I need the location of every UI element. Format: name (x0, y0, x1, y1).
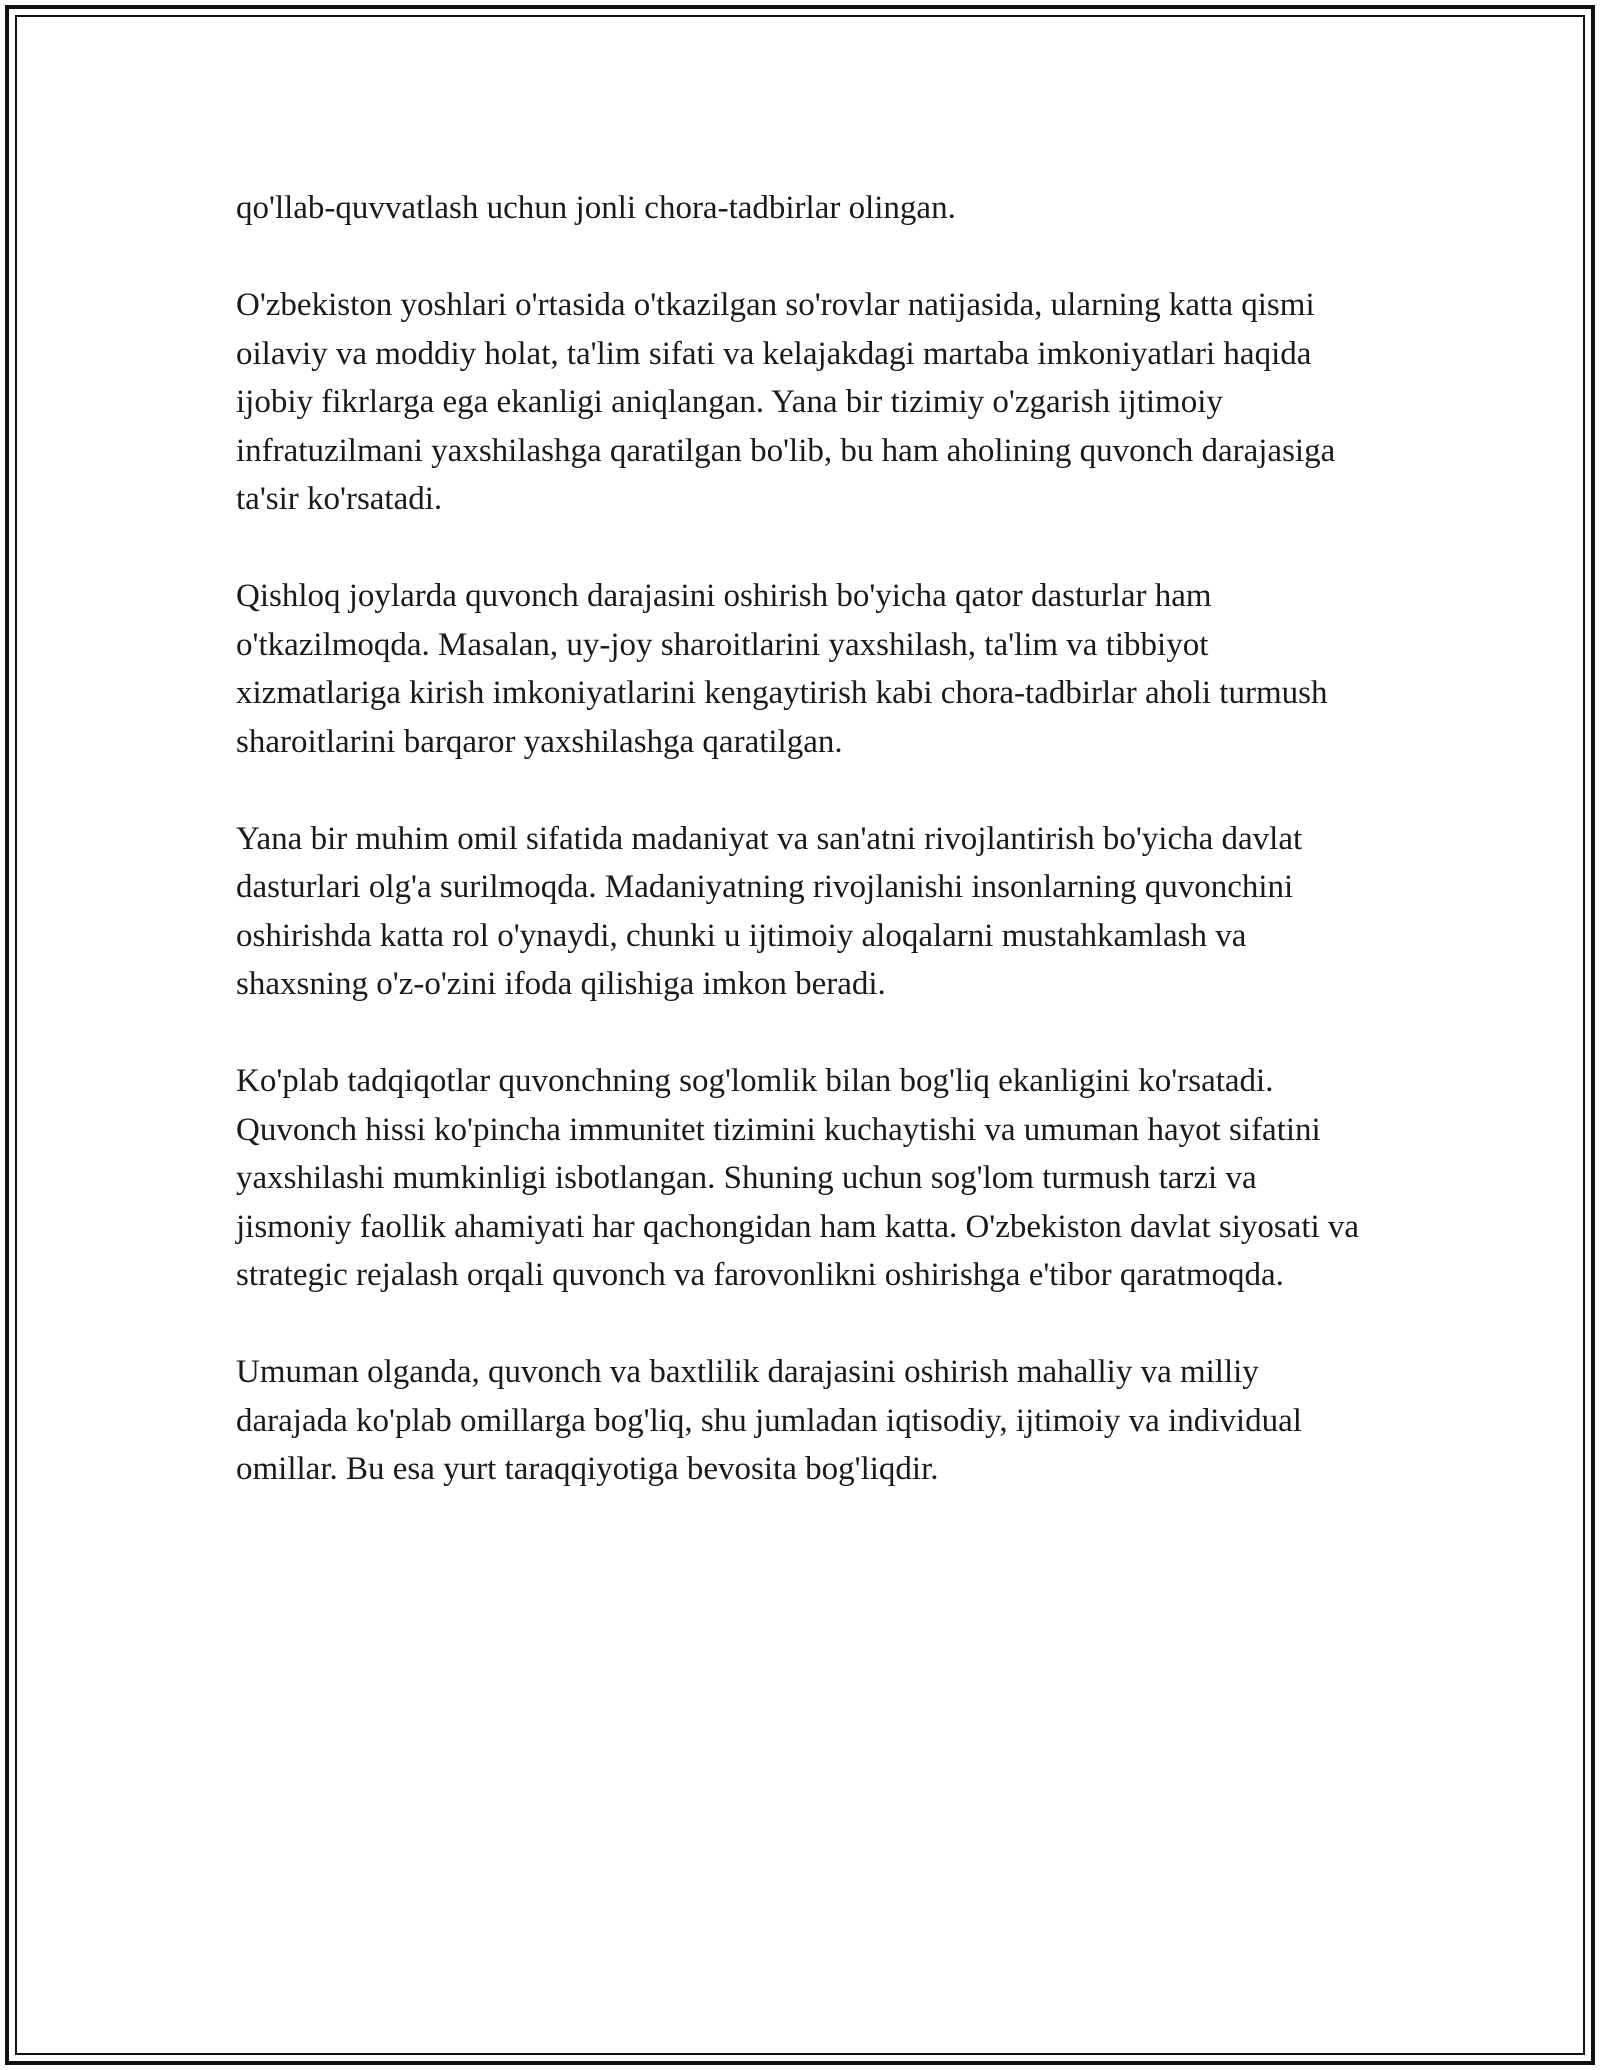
paragraph-2: O'zbekiston yoshlari o'rtasida o'tkazilgan so'rovlar natijasida, ularning katta qismi oilaviy va moddiy holat, ta'lim sifati va kelajakdagi martaba imkoniyatlari haqida ijobiy fikrlarga ega ekanligi aniqlangan. Yana bir tizimiy o'zgarish ijtimoiy infratuzilmani yaxshilashga qaratilgan bo'lib, bu ham aholining quvonch darajasiga ta'sir ko'rsatadi. (236, 287, 1336, 517)
document-body (236, 184, 1376, 1494)
paragraph-1: qo'llab-quvvatlash uchun jonli chora-tadbirlar olingan. (236, 190, 956, 226)
paragraph-5: Ko'plab tadqiqotlar quvonchning sog'lomlik bilan bog'liq ekanligini ko'rsatadi. Quvonch hissi ko'pincha immunitet tizimini kuchaytishi va umuman hayot sifatini yaxshilashi mumkinligi isbotlangan. Shuning uchun sog'lom turmush tarzi va jismoniy faollik ahamiyati har qachongidan ham katta. O'zbekiston davlat siyosati va strategic rejalash orqali quvonch va farovonlikni oshirishga e'tibor qaratmoqda. (236, 1063, 1360, 1293)
paragraph-3: Qishloq joylarda quvonch darajasini oshirish bo'yicha qator dasturlar ham o'tkazilmoqda. Masalan, uy-joy sharoitlarini yaxshilash, ta'lim va tibbiyot xizmatlariga kirish imkoniyatlarini kengaytirish kabi chora-tadbirlar aholi turmush sharoitlarini barqaror yaxshilashga qaratilgan. (236, 578, 1328, 760)
paragraph-4: Yana bir muhim omil sifatida madaniyat va san'atni rivojlantirish bo'yicha davlat dasturlari olg'a surilmoqda. Madaniyatning rivojlanishi insonlarning quvonchini oshirishda katta rol o'ynaydi, chunki u ijtimoiy aloqalarni mustahkamlash va shaxsning o'z-o'zini ifoda qilishiga imkon beradi. (236, 820, 1303, 1002)
paragraph-6: Umuman olganda, quvonch va baxtlilik darajasini oshirish mahalliy va milliy darajada ko'plab omillarga bog'liq, shu jumladan iqtisodiy, ijtimoiy va individual omillar. Bu esa yurt taraqqiyotiga bevosita bog'liqdir. (236, 1354, 1302, 1487)
